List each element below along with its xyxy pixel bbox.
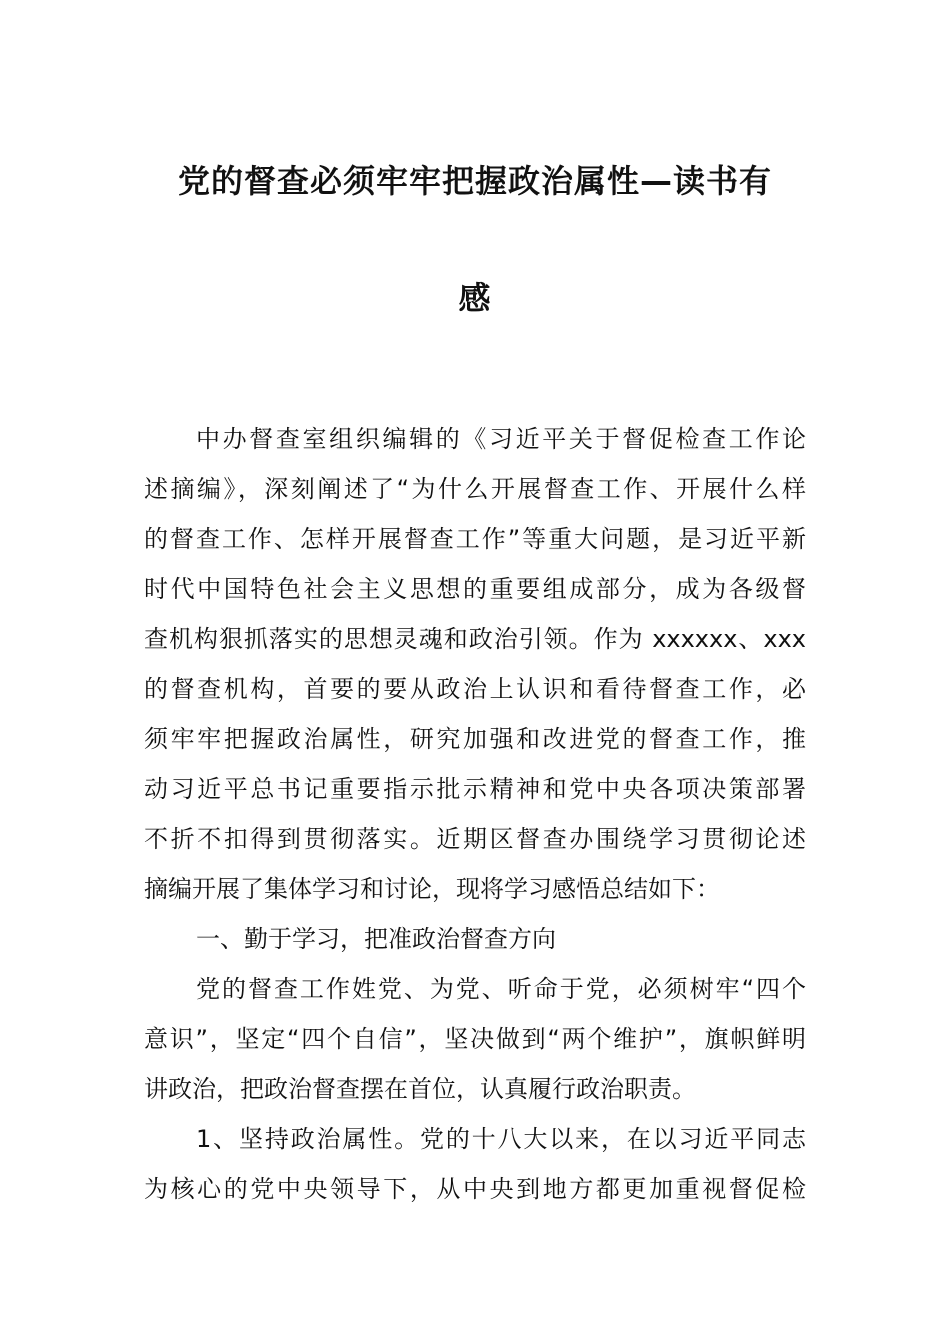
paragraph-line: 摘编开展了集体学习和讨论，现将学习感悟总结如下： [144, 875, 720, 903]
paragraph-line: 的督查工作、怎样开展督查工作”等重大问题，是习近平新 [144, 525, 806, 553]
paragraph-line: 为核心的党中央领导下，从中央到地方都更加重视督促检 [144, 1175, 806, 1203]
paragraph-line: 的督查机构，首要的要从政治上认识和看待督查工作，必 [144, 675, 806, 703]
document-title-line-1: 党的督查必须牢牢把握政治属性—读书有 [177, 162, 772, 200]
paragraph-line: 须牢牢把握政治属性，研究加强和改进党的督查工作，推 [144, 725, 806, 753]
paragraph-line: 述摘编》，深刻阐述了“为什么开展督查工作、开展什么样 [144, 475, 806, 503]
document-body [144, 418, 806, 1218]
section-heading: 一、勤于学习，把准政治督查方向 [196, 925, 556, 953]
paragraph-line: 查机构狠抓落实的思想灵魂和政治引领。作为 xxxxxx、xxx [144, 625, 806, 653]
paragraph-line: 意识”，坚定“四个自信”，坚决做到“两个维护”，旗帜鲜明 [144, 1025, 806, 1053]
document-title-line-2: 感 [458, 279, 492, 317]
paragraph-line: 党的督查工作姓党、为党、听命于党，必须树牢“四个 [196, 975, 806, 1003]
paragraph-line: 中办督查室组织编辑的《习近平关于督促检查工作论 [196, 425, 806, 453]
paragraph-line: 时代中国特色社会主义思想的重要组成部分，成为各级督 [144, 575, 806, 603]
paragraph-line: 讲政治，把政治督查摆在首位，认真履行政治职责。 [144, 1075, 696, 1103]
paragraph-line: 动习近平总书记重要指示批示精神和党中央各项决策部署 [144, 775, 806, 803]
paragraph-line: 不折不扣得到贯彻落实。近期区督查办围绕学习贯彻论述 [144, 825, 806, 853]
paragraph-line: 1、坚持政治属性。党的十八大以来，在以习近平同志 [196, 1125, 806, 1153]
